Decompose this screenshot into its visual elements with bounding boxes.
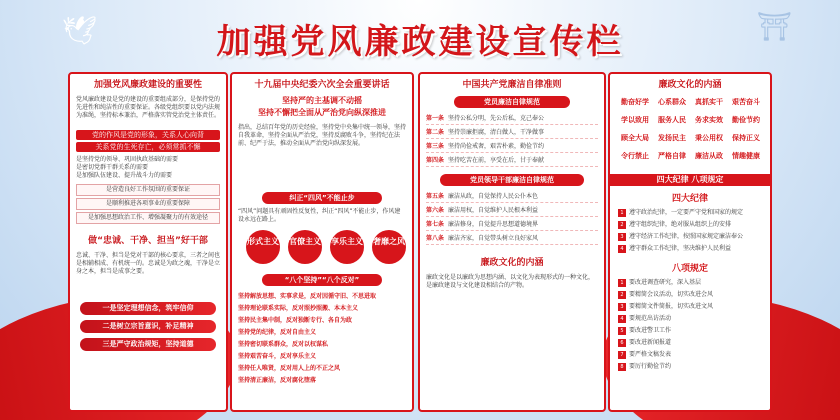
virtue-word: 学以致用 [621,116,649,124]
panel-speech [230,72,414,412]
virtue-word: 严格自律 [658,152,686,160]
list-item: 6 要改进新闻报道 [618,338,762,348]
virtue-word: 秉公用权 [695,134,723,142]
sub-heading: 四大纪律 八项规定 [610,174,770,186]
list-item: 1 遵守政治纪律，一定要严守党和国家的规定 [618,208,762,218]
virtue-word: 勤俭节约 [732,116,760,124]
panel-culture [608,72,772,412]
virtue-word: 勤奋好学 [621,98,649,106]
rule-row: 第八条 廉洁齐家，自觉带头树立良好家风 [426,234,598,245]
band-1: 党员廉洁自律规范 [454,96,570,108]
sub-text: “四风”问题具有顽固性反复性，纠正“四风”不能止步，作风建设永远在路上。 [238,208,401,223]
list-box: 是顺利推进各项事业的重要保障 [76,198,220,210]
rule-row: 第三条 坚持尚俭戒奢，艰苦朴素，勤俭节约 [426,142,598,153]
virtue-word: 真抓实干 [695,98,723,106]
rule-row: 第二条 坚持崇廉拒腐，清白做人，干净做事 [426,128,598,139]
list-item: 7 要严格文稿发表 [618,350,762,360]
list-item: 是加强队伍建设、提升战斗力的需要 [76,172,173,179]
list-item: 坚持艰苦奋斗，反对享乐主义 [238,353,317,360]
panel-heading: 廉政文化的内涵 [658,80,722,90]
list-item: 2 遵守组织纪律，绝对服从组织上的安排 [618,220,762,230]
list-item: 4 遵守群众工作纪律，坚决维护人民利益 [618,244,762,254]
rule-row: 第五条 廉洁从政，自觉保持人民公仆本色 [426,192,598,203]
rule-row: 第六条 廉洁用权，自觉维护人民根本利益 [426,206,598,217]
virtue-word: 顾全大局 [621,134,649,142]
panel-code [418,72,606,412]
list-box: 是加强思想政治工作、增强凝聚力的有效途径 [76,212,220,224]
red-line-1: 党的作风是党的形象，关系人心向背 [76,130,220,140]
panel-heading: 加强党风廉政建设的重要性 [93,80,202,90]
list-item: 1 要改进调查研究，深入基层 [618,278,762,288]
slogan-3: 三是严守政治规矩，坚持道德 [80,338,216,351]
panel-importance [68,72,228,412]
list-item: 是密切党群干群关系的需要 [76,164,149,171]
list-item: 坚持解放思想、实事求是，反对因循守旧、不思进取 [238,293,377,300]
sub-heading-2: “八个坚持”“八个反对” [262,274,382,286]
panel-heading: 十九届中央纪委六次全会重要讲话 [254,80,390,90]
four-title: 四大纪律 [671,194,708,204]
list-item: 坚持密切联系群众，反对以权谋私 [238,341,329,348]
list-item: 2 要精简会议活动，切实改进会风 [618,290,762,300]
monument-icon: ⛩ [756,10,792,43]
intro-text: 党风廉政建设是党的建设的重要组成部分，是保持党的先进性和纯洁性的重要保证。各级党组织要以党内法规为准绳，坚持标本兼治，严格落实管党治党主体责任。 [76,96,221,119]
virtue-word: 发扬民主 [658,134,686,142]
circle-formalism: 形式主义 [246,230,280,264]
virtue-word: 务求实效 [695,116,723,124]
sub-heading: 廉政文化的内涵 [480,258,544,268]
panel-heading: 中国共产党廉洁自律准则 [462,80,562,90]
list-item: 8 要厉行勤俭节约 [618,362,762,372]
sub-text: 廉政文化是以廉政为思想内涵、以文化为表现形式的一种文化，是廉政建设与文化建设相结合的产物。 [426,274,595,289]
slogan-1: 一是坚定理想信念，筑牢信仰 [80,302,216,315]
body-text: 指出，总结百年党的历史经验，坚持党中央集中统一领导，坚持自我革命，坚持全面从严治党，坚持反腐败斗争，坚持纪在法前、纪严于法，推动全面从严治党向纵深发展。 [238,124,407,147]
list-item: 4 要规范出访活动 [618,314,762,324]
rule-row: 第七条 廉洁修身，自觉提升思想道德境界 [426,220,598,231]
sub-text: 忠诚、干净、担当是党对干部的核心要求，三者之间也是相辅相成、有机统一的。忠诚是为政之魂，干净是立身之本，担当是成事之要。 [76,252,221,275]
page-title: 加强党风廉政建设宣传栏 [216,22,624,62]
red-line-2: 关系党的生死存亡，必须常抓不懈 [76,142,220,152]
eight-title: 八项规定 [671,264,708,274]
virtue-word: 保持正义 [732,134,760,142]
circle-extravagance: 奢靡之风 [372,230,406,264]
list-item: 坚持任人唯贤，反对用人上的不正之风 [238,365,341,372]
list-item: 5 要改进警卫工作 [618,326,762,336]
circle-hedonism: 享乐主义 [330,230,364,264]
sub-heading: 做“忠诚、干净、担当”好干部 [88,236,208,246]
slogan-2: 二是树立宗旨意识，补足精神 [80,320,216,333]
list-item: 坚持清正廉洁，反对腐化堕落 [238,377,317,384]
list-item: 是坚持党的领导、巩固执政基础的需要 [76,156,179,163]
virtue-word: 令行禁止 [621,152,649,160]
list-item: 坚持理论联系实际，反对照抄照搬、本本主义 [238,305,359,312]
virtue-word: 情趣健康 [732,152,760,160]
list-item: 坚持党的纪律，反对自由主义 [238,329,317,336]
sub-heading: 纠正“四风”不能止步 [262,192,382,204]
red-line-2: 坚持不懈把全面从严治党向纵深推进 [258,108,386,117]
virtue-word: 心系群众 [658,98,686,106]
virtue-word: 廉洁从政 [695,152,723,160]
red-line-1: 坚持严的主基调不动摇 [282,96,362,105]
list-box: 是营造良好工作氛围的重要保证 [76,184,220,196]
band-2: 党员领导干部廉洁自律规范 [440,174,584,186]
circle-bureaucracy: 官僚主义 [288,230,322,264]
rule-row: 第一条 坚持公私分明，先公后私，克己奉公 [426,114,598,125]
dove-icon: 🕊 [62,14,98,47]
list-item: 坚持民主集中制，反对独断专行、各自为政 [238,317,353,324]
virtue-word: 艰苦奋斗 [732,98,760,106]
virtue-word: 服务人民 [658,116,686,124]
list-item: 3 要精简文件简报，切实改进文风 [618,302,762,312]
rule-row: 第四条 坚持吃苦在前，享受在后，甘于奉献 [426,156,598,167]
list-item: 3 遵守经济工作纪律，按照国家规定廉洁奉公 [618,232,762,242]
